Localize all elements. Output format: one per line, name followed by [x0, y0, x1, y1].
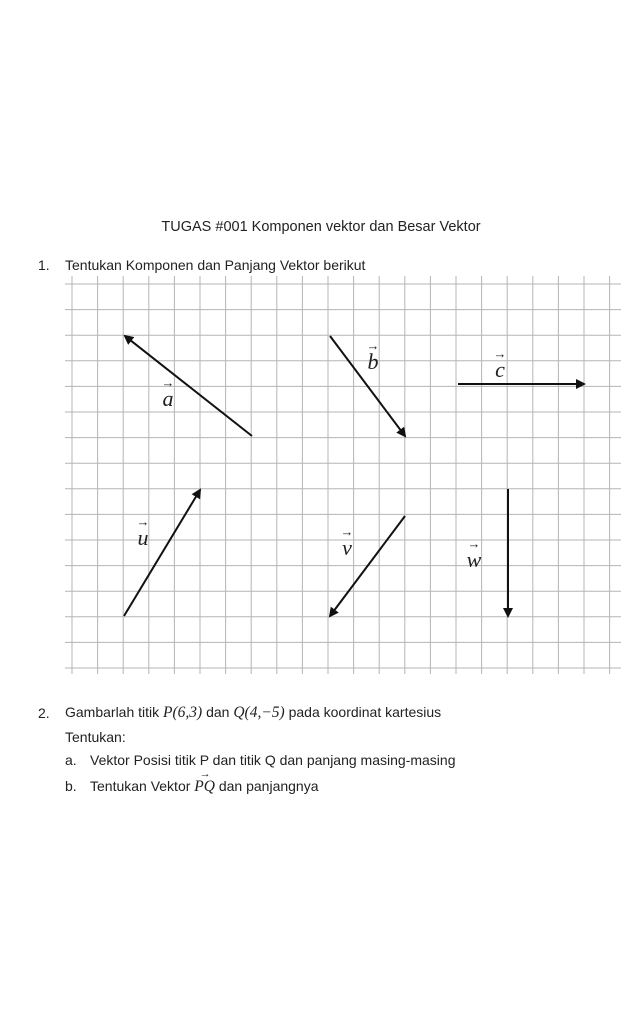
item-b-letter: b.	[65, 778, 77, 794]
point-q: Q(4,−5)	[233, 704, 285, 721]
grid-lines	[65, 276, 621, 674]
question-2-number: 2.	[38, 705, 50, 721]
q2-text-prefix: Gambarlah titik	[65, 704, 160, 720]
vector-a-label: → a	[161, 375, 175, 411]
vector-pq: → PQ	[194, 768, 215, 795]
tentukan-label: Tentukan:	[65, 729, 126, 745]
q2-text-mid: dan	[206, 704, 230, 720]
item-a-letter: a.	[65, 752, 77, 768]
document-title: TUGAS #001 Komponen vektor dan Besar Vektor	[161, 219, 481, 235]
vector-u-arrow	[124, 490, 200, 616]
vector-b-label: → b	[366, 338, 380, 374]
item-b-prefix: Tentukan Vektor	[90, 778, 191, 794]
q2-text-suffix: pada koordinat kartesius	[288, 704, 442, 720]
point-p: P(6,3)	[163, 704, 203, 721]
item-a-text: Vektor Posisi titik P dan titik Q dan panjang masing-masing	[90, 752, 456, 768]
vector-u-label: → u	[136, 514, 150, 550]
vector-v-label: → v	[340, 524, 354, 560]
question-1-number: 1.	[38, 257, 50, 273]
vector-c-label: → c	[493, 346, 507, 382]
question-1-text: Tentukan Komponen dan Panjang Vektor berikut	[65, 257, 366, 273]
item-b-suffix: dan panjangnya	[218, 778, 319, 794]
vector-w-label: → w	[466, 536, 482, 572]
item-b-line	[90, 768, 319, 796]
vector-grid	[65, 276, 621, 674]
question-2-line	[65, 704, 441, 722]
